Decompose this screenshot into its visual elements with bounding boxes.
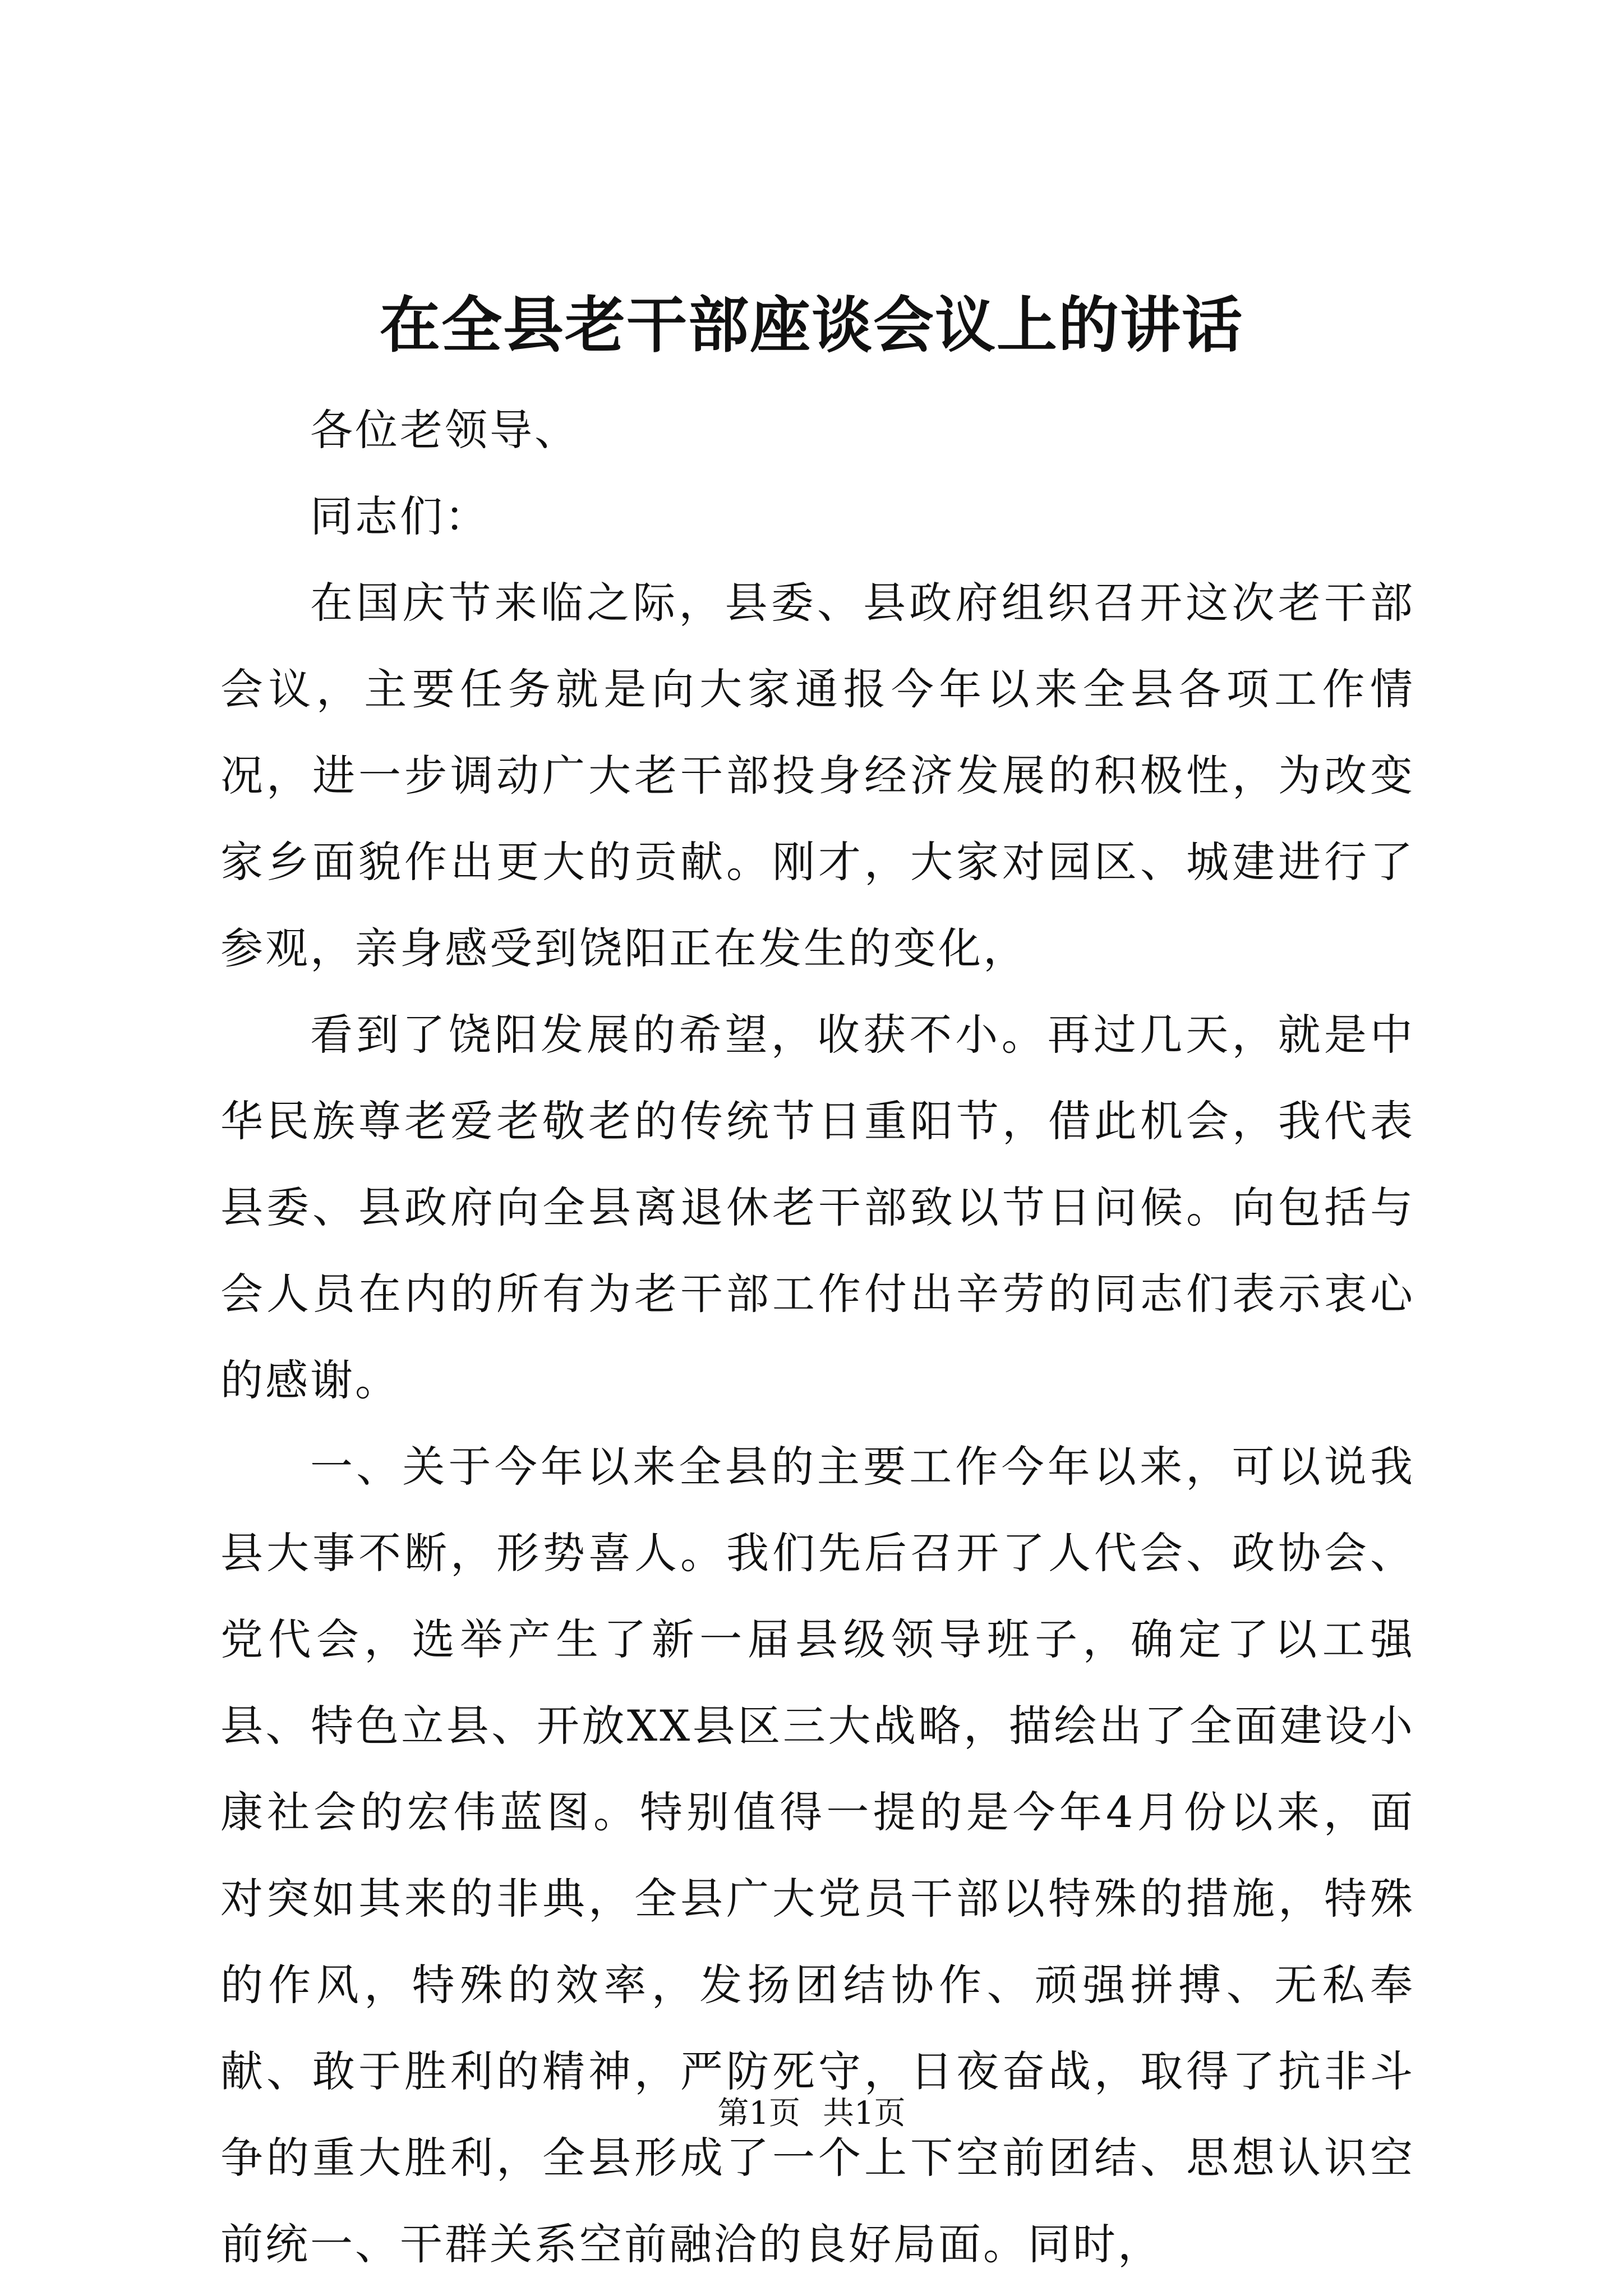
body-paragraph: 在国庆节来临之际，县委、县政府组织召开这次老干部会议，主要任务就是向大家通报今年以来全县各项工作情况，进一步调动广大老干部投身经济发展的积极性，为改变家乡面貌作出更大的贡献。刚才，大家对园区、城建进行了参观，亲身感受到饶阳正在发生的变化， (220, 578, 1415, 973)
body-paragraph: 看到了饶阳发展的希望，收获不小。再过几天，就是中华民族尊老爱老敬老的传统节日重阳节，借此机会，我代表县委、县政府向全县离退休老干部致以节日问候。向包括与会人员在内的所有为老干部工作付出辛劳的同志们表示衷心的感谢。 (220, 1010, 1415, 1405)
document-body (220, 387, 1415, 2288)
salutation-line: 同志们： (310, 491, 490, 541)
page-title: 在全县老干部座谈会议上的讲话 (379, 290, 1243, 361)
page-total: 共1页 (823, 2095, 906, 2132)
salutation-line: 各位老领导、 (310, 405, 579, 455)
body-paragraph: 一、关于今年以来全县的主要工作今年以来，可以说我县大事不断，形势喜人。我们先后召开了人代会、政协会、党代会，选举产生了新一届县级领导班子，确定了以工强县、特色立县、开放XX县区三大战略，描绘出了全面建设小康社会的宏伟蓝图。特别值得一提的是今年4月份以来，面对突如其来的非典，全县广大党员干部以特殊的措施，特殊的作风，特殊的效率，发扬团结协作、顽强拼搏、无私奉献、敢于胜利的精神，严防死守，日夜奋战，取得了抗非斗争的重大胜利，全县形成了一个上下空前团结、思想认识空前统一、干群关系空前融洽的良好局面。同时， (220, 1442, 1415, 2269)
page-number: 第1页 (717, 2095, 800, 2132)
page-footer (0, 2091, 1623, 2136)
